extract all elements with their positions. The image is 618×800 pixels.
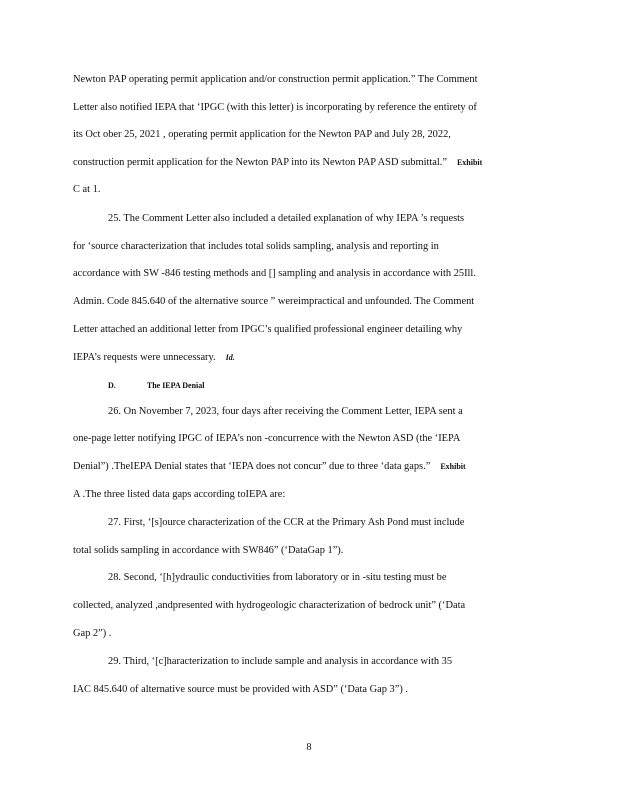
page-number: 8 [306,742,312,753]
numbered-paragraph-29: 29. Third, ‘[c]haracterization to include sample and analysis in accordance with 35 [108,656,453,667]
section-heading [108,381,205,390]
text-line [73,461,543,473]
text-line: IAC 845.640 of alternative source must be provided with ASD” (‘Data Gap 3”) . [73,684,409,695]
text-line: Gap 2”) . [73,628,112,639]
text-line-body: construction permit application for the Newton PAP into its Newton PAP ASD submittal.” [73,157,447,168]
text-line: one-page letter notifying IPGC of IEPA’s non -concurrence with the Newton ASD (the ‘IEPA [73,433,461,444]
numbered-paragraph-27: 27. First, ‘[s]ource characterization of the CCR at the Primary Ash Pond must include [108,517,465,528]
text-line: Letter also notified IEPA that ‘IPGC (with this letter) is incorporating by reference the entirety of [73,102,477,113]
text-line: accordance with SW -846 testing methods and [] sampling and analysis in accordance with 25Ill. [73,268,476,279]
numbered-paragraph-26: 26. On November 7, 2023, four days after receiving the Comment Letter, IEPA sent a [108,406,463,417]
text-line [73,352,543,364]
section-letter: D. [108,381,116,390]
text-line: collected, analyzed ,andpresented with hydrogeologic characterization of bedrock unit” (‘Data [73,600,466,611]
numbered-paragraph-28: 28. Second, ‘[h]ydraulic conductivities from laboratory or in -situ testing must be [108,572,447,583]
text-line-body: Denial”) .TheIEPA Denial states that ‘IEPA does not concur” due to three ‘data gaps.” [73,461,431,472]
text-line: total solids sampling in accordance with SW846” (‘DataGap 1”). [73,545,344,556]
text-line: for ‘source characterization that includes total solids sampling, analysis and reporting in [73,241,439,252]
text-line: C at 1. [73,184,101,195]
text-line: its Oct ober 25, 2021 , operating permit application for the Newton PAP and July 28, 2022, [73,129,451,140]
exhibit-reference: Exhibit [456,158,483,167]
text-line-body: IEPA’s requests were unnecessary. [73,352,216,363]
text-line: Admin. Code 845.640 of the alternative source ” wereimpractical and unfounded. The Comment [73,296,475,307]
numbered-paragraph-25: 25. The Comment Letter also included a detailed explanation of why IEPA ’s requests [108,213,465,224]
text-line: A .The three listed data gaps according toIEPA are: [73,489,286,500]
section-title: The IEPA Denial [146,381,205,390]
text-line: Letter attached an additional letter from IPGC’s qualified professional engineer detailing why [73,324,463,335]
text-line: Newton PAP operating permit application and/or construction permit application.” The Comment [73,74,478,85]
id-reference: Id. [225,353,235,362]
text-line [73,157,543,169]
exhibit-reference: Exhibit [440,462,466,471]
